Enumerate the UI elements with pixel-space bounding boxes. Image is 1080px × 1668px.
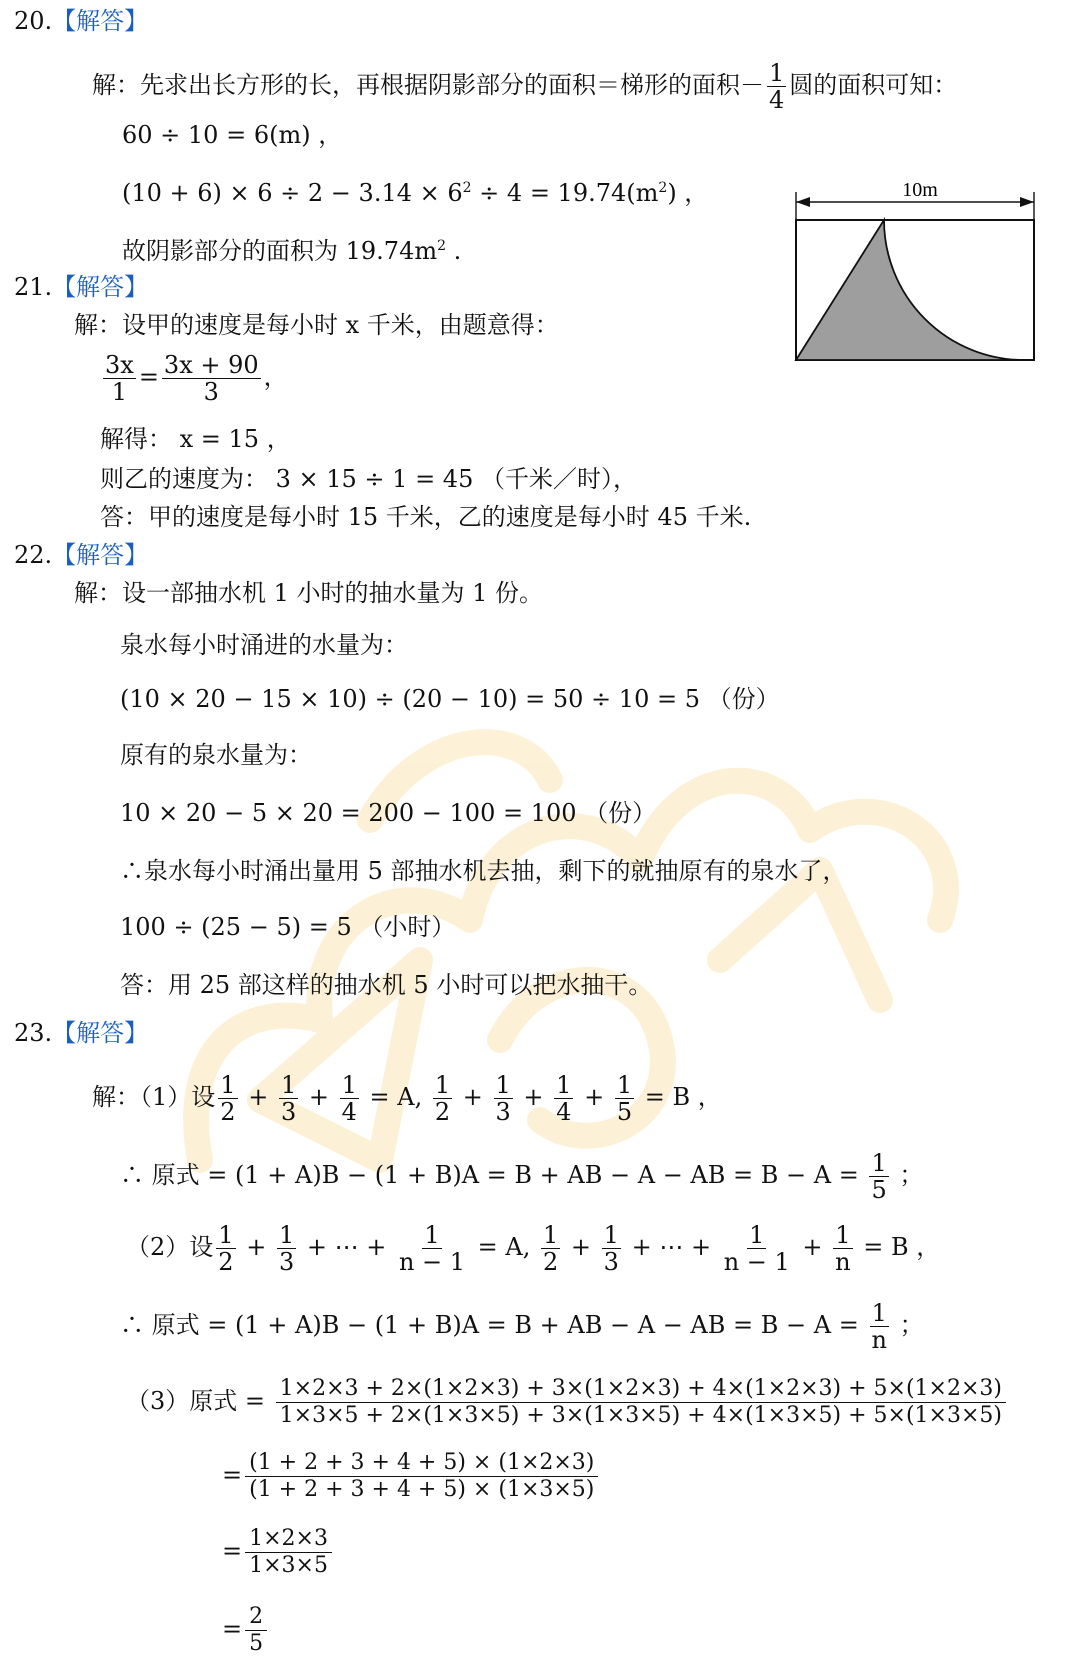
text: ∴ 原式 = (1 + A)B − (1 + B)A = B + AB − A − AB = B − A = — [120, 1161, 867, 1189]
text: ， — [263, 363, 288, 391]
fraction — [245, 1526, 332, 1579]
fraction — [340, 1072, 359, 1125]
denominator: 2 — [218, 1248, 234, 1276]
q23-part3-line1 — [126, 1376, 1009, 1429]
numerator: 2 — [245, 1604, 267, 1631]
denominator: 3 — [203, 378, 219, 406]
text: 圆的面积可知： — [789, 71, 958, 99]
numerator: (1 + 2 + 3 + 4 + 5) × (1×2×3) — [245, 1450, 598, 1477]
answer-tag: 【解答】 — [52, 7, 149, 35]
q22-line5: ∴泉水每小时涌出量用 5 部抽水机去抽，剩下的就抽原有的泉水了， — [120, 857, 847, 885]
equals-sign: = — [138, 363, 159, 391]
fraction — [541, 1222, 560, 1275]
text: = A, — [470, 1233, 539, 1261]
numerator: 1 — [280, 1071, 297, 1099]
numerator: 1 — [543, 1221, 559, 1249]
text: （2）设 — [126, 1233, 214, 1261]
q22-line2: (10 × 20 − 15 × 10) ÷ (20 − 10) = 50 ÷ 10 = 5 （份） — [120, 685, 780, 713]
denominator: 2 — [434, 1098, 451, 1126]
q21-header — [14, 272, 148, 302]
text: ； — [891, 1311, 924, 1339]
denominator: 1×3×5 — [249, 1553, 328, 1578]
fraction — [397, 1222, 467, 1275]
denominator: 2 — [543, 1248, 559, 1276]
denominator: n − 1 — [723, 1248, 790, 1276]
plus: + — [515, 1083, 552, 1111]
numerator: 1 — [871, 1299, 887, 1327]
numerator: 1 — [218, 1221, 234, 1249]
plus: + — [238, 1233, 274, 1261]
text: ) ， — [667, 179, 709, 207]
numerator: 3x — [105, 351, 134, 379]
fraction — [602, 1222, 621, 1275]
text: 解：先求出长方形的长，再根据阴影部分的面积＝梯形的面积－ — [92, 71, 764, 99]
fraction — [722, 1222, 792, 1275]
shaded-region — [796, 220, 1024, 360]
denominator: n — [871, 1326, 887, 1354]
numerator: 1 — [603, 1221, 619, 1249]
denominator: 5 — [249, 1631, 264, 1656]
fraction — [218, 1072, 237, 1125]
arrow-right-icon — [1020, 197, 1034, 207]
fraction — [245, 1604, 267, 1657]
equals-sign: = — [222, 1461, 243, 1489]
denominator: 3 — [495, 1098, 511, 1126]
denominator: 3 — [278, 1248, 295, 1276]
denominator: (1 + 2 + 3 + 4 + 5) × (1×3×5) — [249, 1477, 595, 1502]
q20-eq2 — [122, 178, 708, 208]
denominator: 1×3×5 + 2×(1×3×5) + 3×(1×3×5) + 4×(1×3×5) + 5×(1×3×5) — [279, 1403, 1002, 1428]
q20-eq1: 60 ÷ 10 = 6(m) ， — [122, 121, 343, 149]
fraction — [103, 352, 136, 405]
text: (10 + 6) × 6 ÷ 2 − 3.14 × 6 — [122, 179, 463, 207]
denominator: 5 — [871, 1176, 887, 1204]
denominator: 3 — [603, 1248, 619, 1276]
q23-part3-line2 — [222, 1450, 601, 1503]
numerator: 1 — [220, 1071, 236, 1099]
q23-part3-line3 — [222, 1526, 335, 1579]
text: 解：（1）设 — [92, 1083, 216, 1111]
question-number: 21. — [14, 273, 53, 301]
fraction — [162, 352, 261, 405]
text: ； — [891, 1161, 924, 1189]
fraction — [277, 1222, 296, 1275]
text: 故阴影部分的面积为 19.74m — [122, 237, 438, 265]
numerator: 1 — [434, 1071, 451, 1099]
text: = B ， — [637, 1083, 722, 1111]
numerator: 1 — [424, 1221, 440, 1249]
denominator: 3 — [280, 1098, 297, 1126]
answer-tag: 【解答】 — [52, 1019, 149, 1047]
q21-solve: 解得： x = 15 ， — [100, 425, 291, 453]
text: = B ， — [855, 1233, 941, 1261]
fraction — [767, 60, 786, 113]
numerator: 1 — [769, 59, 785, 87]
denominator: 4 — [769, 86, 785, 114]
numerator: 1 — [749, 1221, 765, 1249]
numerator: 1 — [278, 1221, 295, 1249]
numerator: 3x + 90 — [163, 351, 259, 379]
fraction — [554, 1072, 573, 1125]
superscript: 2 — [437, 238, 447, 254]
equals-sign: = — [222, 1615, 243, 1643]
ellipsis: + ⋯ + — [299, 1233, 394, 1261]
fraction — [494, 1072, 513, 1125]
q20-intro — [92, 60, 957, 113]
denominator: 4 — [341, 1098, 357, 1126]
q23-part1-def — [92, 1072, 722, 1125]
denominator: 5 — [616, 1098, 633, 1126]
text: = A, — [361, 1083, 430, 1111]
plus: + — [455, 1083, 491, 1111]
q22-intro: 解：设一部抽水机 1 小时的抽水量为 1 份。 — [74, 579, 544, 607]
equals-sign: = — [222, 1537, 243, 1565]
question-number: 20. — [14, 7, 53, 35]
q23-part2-def — [126, 1222, 940, 1275]
q21-equation — [100, 352, 288, 405]
fraction — [276, 1376, 1006, 1429]
q21-intro: 解：设甲的速度是每小时 x 千米，由题意得： — [74, 311, 559, 339]
q22-line3: 原有的泉水量为： — [120, 741, 312, 769]
dimension-label: 10m — [902, 180, 938, 201]
denominator: 2 — [220, 1098, 236, 1126]
q23-header — [14, 1018, 148, 1048]
q20-conclusion — [122, 236, 461, 266]
question-number: 23. — [14, 1019, 53, 1047]
question-number: 22. — [14, 541, 53, 569]
numerator: 1 — [871, 1149, 887, 1177]
fraction — [245, 1450, 598, 1503]
q21-speed: 则乙的速度为： 3 × 15 ÷ 1 = 45 （千米／时）， — [100, 465, 637, 493]
fraction — [869, 1150, 888, 1203]
fraction — [869, 1300, 888, 1353]
geometry-figure — [790, 180, 1040, 370]
text: ∴ 原式 = (1 + A)B − (1 + B)A = B + AB − A − AB = B − A = — [120, 1311, 867, 1339]
plus: + — [794, 1233, 831, 1261]
text: ÷ 4 = 19.74(m — [471, 179, 659, 207]
plus: + — [240, 1083, 276, 1111]
numerator: 1×2×3 + 2×(1×2×3) + 3×(1×2×3) + 4×(1×2×3) + 5×(1×2×3) — [276, 1376, 1006, 1403]
text: （3）原式 = — [126, 1387, 273, 1415]
superscript: 2 — [462, 180, 472, 196]
q23-part3-line4 — [222, 1604, 270, 1657]
answer-tag: 【解答】 — [52, 273, 149, 301]
numerator: 1 — [556, 1071, 572, 1099]
arrow-left-icon — [796, 197, 810, 207]
q22-answer: 答：用 25 部这样的抽水机 5 小时可以把水抽干。 — [120, 971, 653, 999]
numerator: 1×2×3 — [245, 1526, 332, 1553]
numerator: 1 — [341, 1071, 357, 1099]
q23-part2-result — [120, 1300, 924, 1353]
fraction — [216, 1222, 235, 1275]
q22-header — [14, 540, 148, 570]
denominator: 4 — [556, 1098, 572, 1126]
fraction — [615, 1072, 634, 1125]
numerator: 1 — [835, 1221, 851, 1249]
q22-line6: 100 ÷ (25 − 5) = 5 （小时） — [120, 913, 456, 941]
q23-part1-result — [120, 1150, 923, 1203]
fraction — [433, 1072, 452, 1125]
plus: + — [563, 1233, 599, 1261]
plus: + — [576, 1083, 612, 1111]
numerator: 1 — [616, 1071, 633, 1099]
fraction — [279, 1072, 298, 1125]
ellipsis: + ⋯ + — [623, 1233, 719, 1261]
answer-tag: 【解答】 — [52, 541, 149, 569]
superscript: 2 — [658, 180, 668, 196]
denominator: 1 — [111, 378, 128, 406]
denominator: n — [835, 1248, 851, 1276]
text: . — [446, 237, 462, 265]
q22-line4: 10 × 20 − 5 × 20 = 200 − 100 = 100 （份） — [120, 799, 657, 827]
q22-line1: 泉水每小时涌进的水量为： — [120, 631, 408, 659]
numerator: 1 — [495, 1071, 511, 1099]
fraction — [833, 1222, 852, 1275]
plus: + — [301, 1083, 337, 1111]
q20-header — [14, 6, 148, 36]
denominator: n − 1 — [398, 1248, 466, 1276]
q21-answer: 答：甲的速度是每小时 15 千米，乙的速度是每小时 45 千米. — [100, 503, 752, 531]
